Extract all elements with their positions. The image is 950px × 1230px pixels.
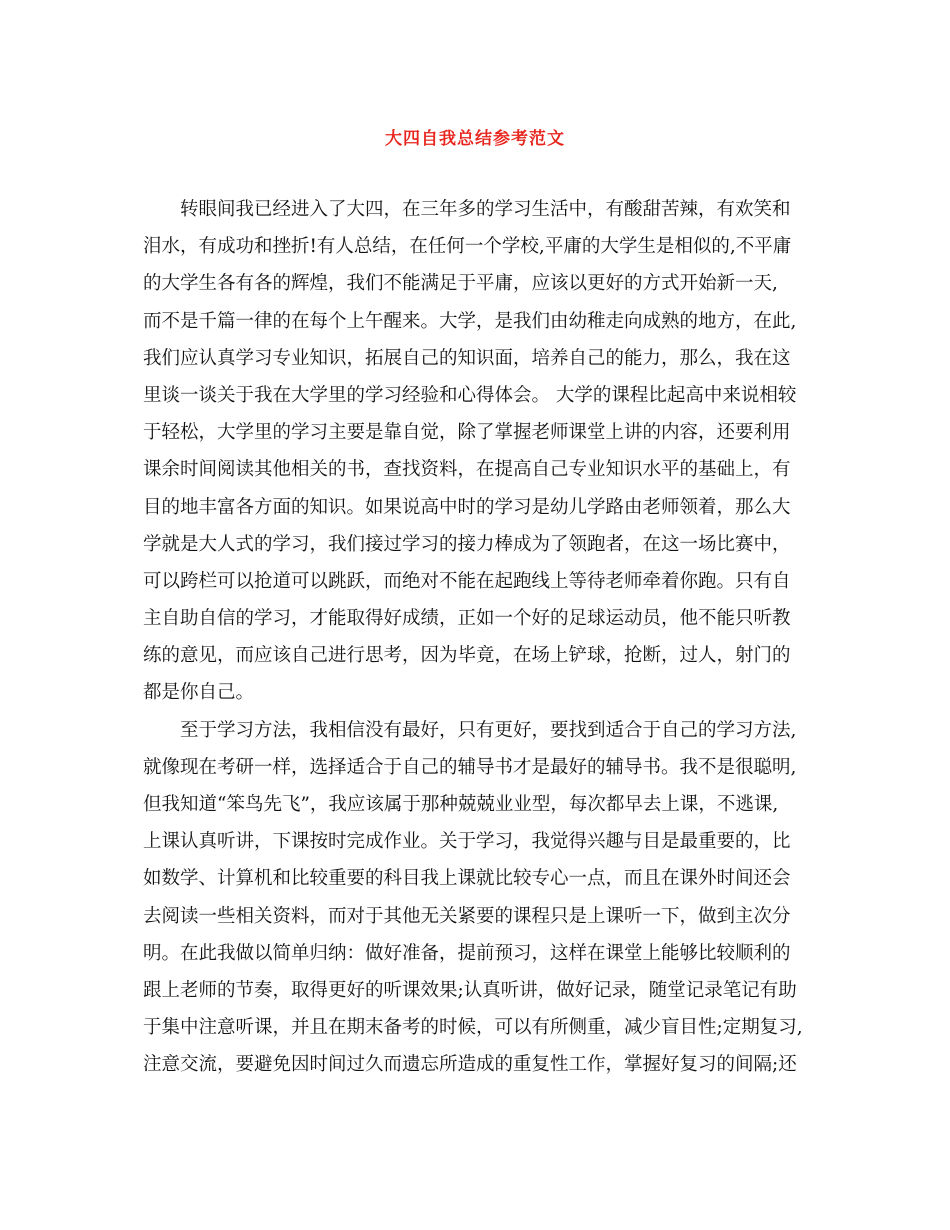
body-line: 而不是千篇一律的在每个上午醒来。大学，是我们由幼稚走向成熟的地方，在此, xyxy=(143,310,797,332)
body-line: 于集中注意听课，并且在期末备考的时候，可以有所侧重，减少盲目性;定期复习, xyxy=(143,1017,803,1039)
body-line: 都是你自己。 xyxy=(143,682,255,704)
body-line: 可以跨栏可以抢道可以跳跃，而绝对不能在起跑线上等待老师牵着你跑。只有自 xyxy=(143,570,791,592)
body-line: 练的意见，而应该自己进行思考，因为毕竟，在场上铲球，抢断，过人，射门的 xyxy=(143,645,791,667)
body-line: 至于学习方法，我相信没有最好，只有更好，要找到适合于自己的学习方法, xyxy=(180,719,797,741)
body-line: 泪水，有成功和挫折!有人总结，在任何一个学校,平庸的大学生是相似的,不平庸 xyxy=(143,236,792,258)
body-line: 上课认真听讲，下课按时完成作业。关于学习，我觉得兴趣与目是最重要的，比 xyxy=(143,831,791,853)
body-line: 里谈一谈关于我在大学里的学习经验和心得体会。 大学的课程比起高中来说相较 xyxy=(143,384,797,406)
body-line: 去阅读一些相关资料，而对于其他无关紧要的课程只是上课听一下，做到主次分 xyxy=(143,905,791,927)
body-line: 课余时间阅读其他相关的书，查找资料，在提高自己专业知识水平的基础上，有 xyxy=(143,459,791,481)
body-line: 学就是大人式的学习，我们接过学习的接力棒成为了领跑者，在这一场比赛中， xyxy=(143,533,791,555)
body-line: 目的地丰富各方面的知识。如果说高中时的学习是幼儿学路由老师领着，那么大 xyxy=(143,496,791,518)
body-line: 于轻松，大学里的学习主要是靠自觉，除了掌握老师课堂上讲的内容，还要利用 xyxy=(143,422,791,444)
body-line: 明。在此我做以简单归纳：做好准备，提前预习，这样在课堂上能够比较顺利的 xyxy=(143,942,791,964)
document-title: 大四自我总结参考范文 xyxy=(385,129,565,149)
body-line: 跟上老师的节奏，取得更好的听课效果;认真听讲，做好记录，随堂记录笔记有助 xyxy=(143,979,797,1001)
body-line: 注意交流，要避免因时间过久而遗忘所造成的重复性工作，掌握好复习的间隔;还 xyxy=(143,1054,797,1076)
document-body xyxy=(143,191,809,1084)
body-line: 的大学生各有各的辉煌，我们不能满足于平庸，应该以更好的方式开始新一天, xyxy=(143,273,778,295)
body-line: 主自助自信的学习，才能取得好成绩，正如一个好的足球运动员，他不能只听教 xyxy=(143,608,791,630)
body-line: 转眼间我已经进入了大四，在三年多的学习生活中，有酸甜苦辣，有欢笑和 xyxy=(180,199,791,220)
body-line: 我们应认真学习专业知识，拓展自己的知识面，培养自己的能力，那么，我在这 xyxy=(143,347,791,369)
body-line: 就像现在考研一样，选择适合于自己的辅导书才是最好的辅导书。我不是很聪明, xyxy=(143,756,797,778)
body-line: 如数学、计算机和比较重要的科目我上课就比较专心一点，而且在课外时间还会 xyxy=(143,868,791,890)
body-line: 但我知道“笨鸟先飞”，我应该属于那种兢兢业业型，每次都早去上课，不逃课, xyxy=(143,794,779,815)
